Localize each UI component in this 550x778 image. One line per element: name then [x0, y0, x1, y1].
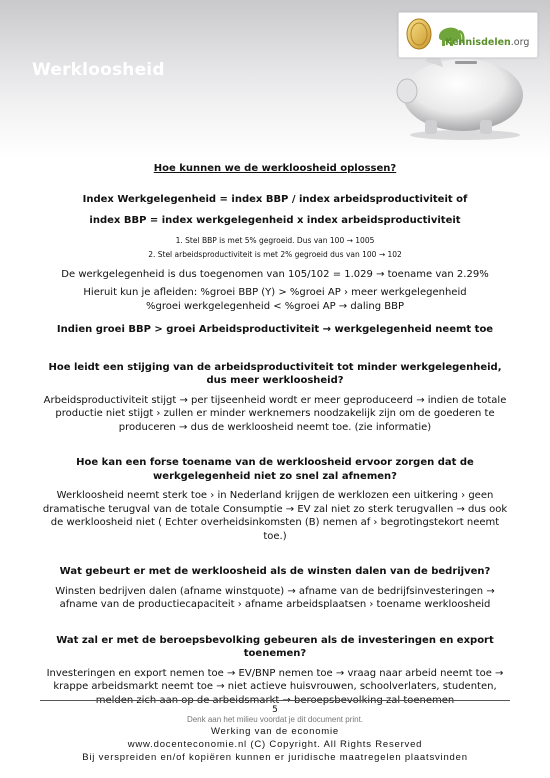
section-answer: Investeringen en export nemen toe → EV/BNP nemen toe → vraag naar arbeid neemt toe → krappe arbeidsmarkt neemt toe → niet actieve huisvrouwen, schoolverlaters, studenten, melden zich aan op de arbeidsmarkt → beroepsbevolking zal toenemen	[46, 667, 504, 706]
footer-divider	[40, 700, 510, 701]
list-item: 2. Stel arbeidsproductiviteit is met 2% gegroeid dus van 100 → 102	[148, 249, 402, 259]
derive-line-1: Hieruit kun je afleiden: %groei BBP (Y) > %groei AP › meer werkgelegenheid	[83, 287, 467, 298]
environment-note: Denk aan het milieu voordat je dit document print.	[186, 715, 364, 724]
kennisdelen-logo	[398, 12, 538, 58]
section-question: Hoe kan een forse toename van de werkloosheid ervoor zorgen dat de werkgelegenheid niet zo snel zal afnemen?	[76, 457, 474, 482]
section-answer: Arbeidsproductiviteit stijgt → per tijseenheid wordt er meer geproduceerd → indien de totale productie niet stijgt › zullen er minder werknemers noodzakelijk zijn om de goederen te produceren → dus de werkloosheid neemt toe. (zie informatie)	[43, 394, 507, 433]
section-answer: Winsten bedrijven dalen (afname winstquote) → afname van de bedrijfsinvesteringen → afname van de productiecapaciteit › afname arbeidsplaatsen › toename werkloosheid	[55, 585, 495, 610]
document-body	[40, 162, 510, 707]
derive-line-2: %groei werkgelegenheid < %groei AP → daling BBP	[145, 300, 405, 312]
section-unemployment-rise	[40, 456, 510, 543]
main-question: Hoe kunnen we de werkloosheid oplossen?	[153, 163, 397, 174]
coin-logo-icon	[405, 17, 433, 51]
section-question: Wat zal er met de beroepsbevolking gebeuren als de investeringen en export toenemen?	[56, 634, 494, 659]
formula-line-2: index BBP = index werkgelegenheid x index arbeidsproductiviteit	[89, 215, 461, 226]
result-line: De werkgelegenheid is dus toegenomen van 105/102 = 1.029 → toename van 2.29%	[61, 268, 489, 280]
steps-list	[40, 234, 510, 262]
logo-text	[445, 37, 529, 48]
footer-line-2: www.docenteconomie.nl (C) Copyright. All Rights Reserved	[127, 739, 423, 750]
list-item: 1. Stel BBP is met 5% gegroeid. Dus van 100 → 1005	[175, 235, 375, 245]
footer-line-1: Werking van de economie	[210, 726, 340, 737]
section-question: Wat gebeurt er met de werkloosheid als de winsten dalen van de bedrijven?	[59, 566, 491, 577]
section-profits	[40, 565, 510, 612]
header-banner	[0, 0, 550, 158]
conclusion-line: Indien groei BBP > groei Arbeidsproductiviteit → werkgelegenheid neemt toe	[56, 324, 494, 335]
section-labour-force	[40, 634, 510, 708]
footer-line-3: Bij verspreiden en/of kopiëren kunnen er juridische maatregelen plaatsvinden	[82, 752, 468, 763]
section-question: Hoe leidt een stijging van de arbeidsproductiviteit tot minder werkgelegenheid, dus meer werkloosheid?	[48, 361, 502, 386]
section-answer: Werkloosheid neemt sterk toe › in Nederland krijgen de werklozen een uitkering › geen dramatische terugval van de totale Consumptie → EV zal niet zo sterk terugvallen → dus ook de werkloosheid niet ( Echter overheidsinkomsten (B) nemen af › begrotingstekort neemt toe.)	[42, 490, 508, 542]
formula-line-1: Index Werkgelegenheid = index BBP / index arbeidsproductiviteit of	[82, 193, 468, 205]
logo-name: Kennisdelen	[445, 37, 511, 48]
page-title: Werkloosheid	[32, 60, 165, 80]
section-productivity	[40, 361, 510, 435]
logo-tld: .org	[510, 37, 530, 48]
page-number: 5	[272, 705, 278, 715]
